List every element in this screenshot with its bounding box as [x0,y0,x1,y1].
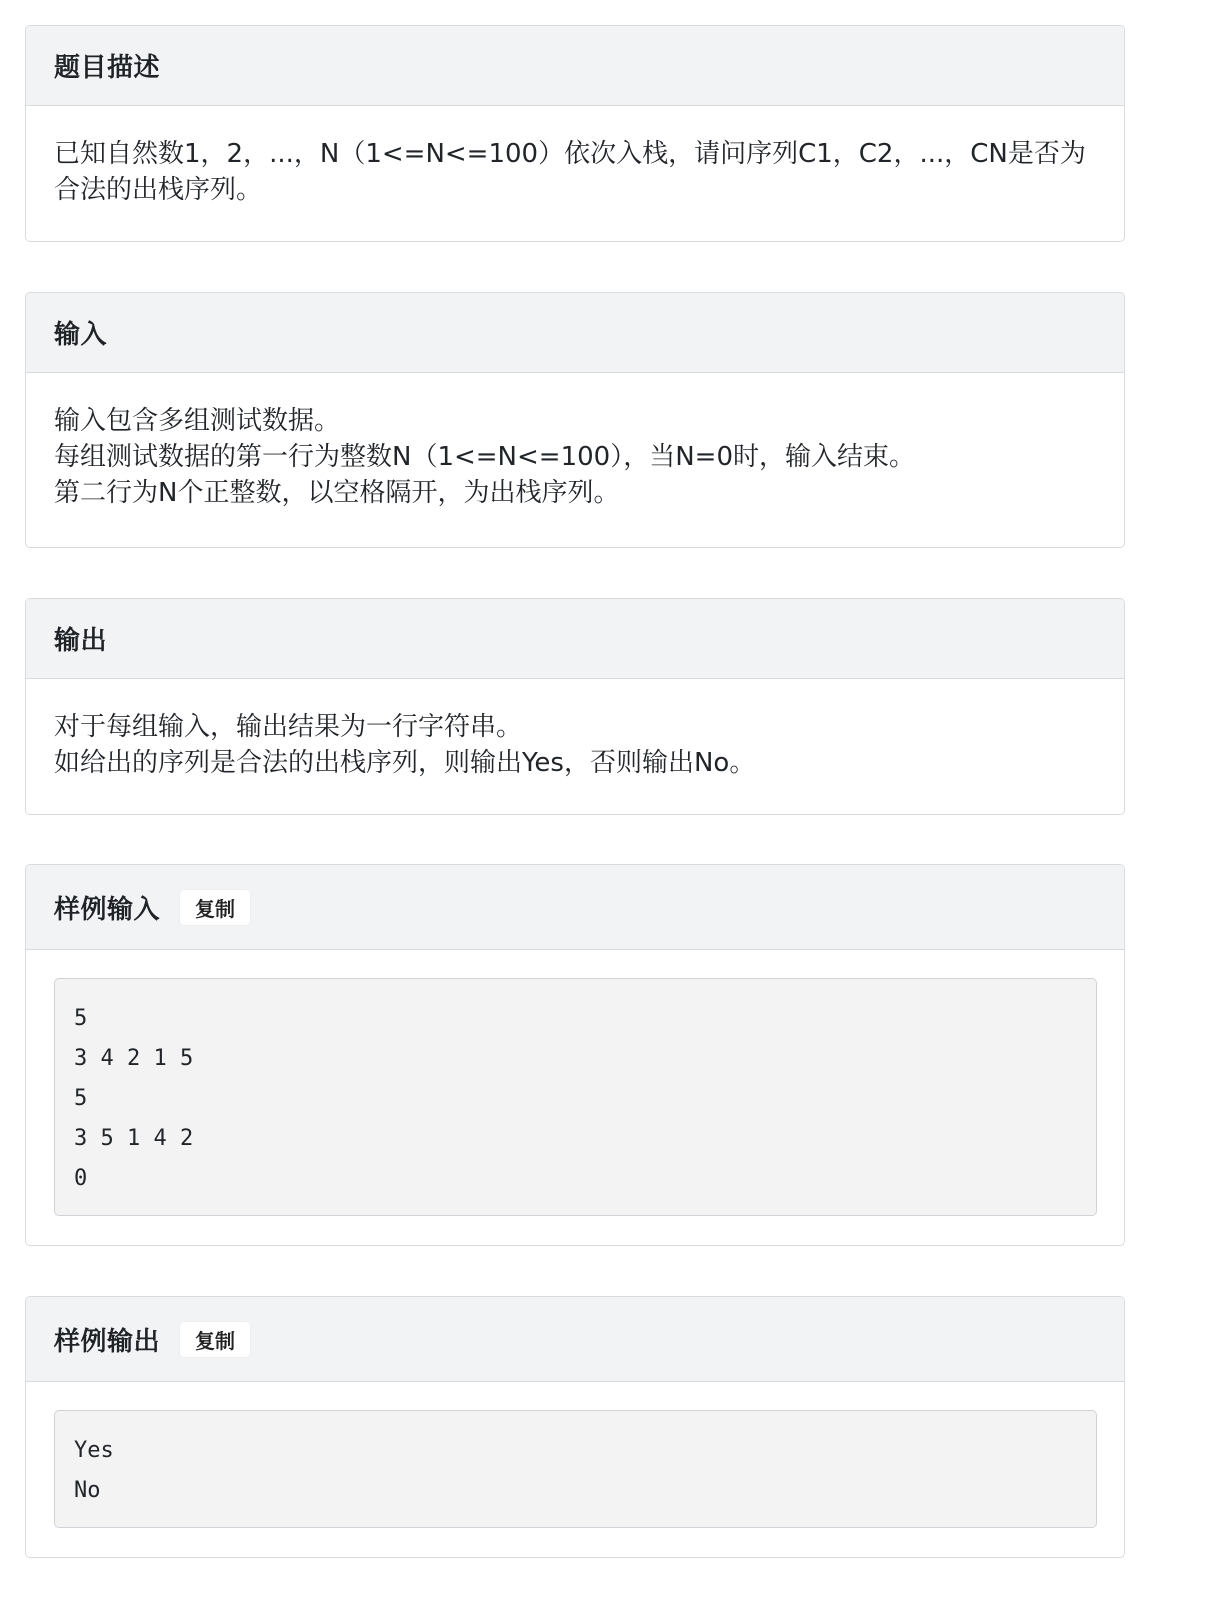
sample-output-code [54,1410,1097,1528]
sample-output-header [26,1297,1124,1382]
description-line: 合法的出栈序列。 [54,175,263,205]
sample-input-line: 5 [74,1086,88,1111]
description-line: 已知自然数1，2，...，N（1<=N<=100）依次入栈，请问序列C1，C2，...，CN是否为 [54,139,1086,169]
sample-input-title: 样例输入 [54,894,161,925]
sample-input-line: 5 [74,1006,88,1031]
input-line: 第二行为N个正整数，以空格隔开，为出栈序列。 [54,478,620,508]
input-title: 输入 [54,320,108,350]
output-header [26,599,1124,679]
output-card [25,598,1125,815]
sample-output-line: Yes [74,1438,114,1463]
output-line: 如给出的序列是合法的出栈序列，则输出Yes，否则输出No。 [54,748,756,778]
sample-input-line: 3 5 1 4 2 [74,1126,194,1151]
description-card [25,25,1125,242]
sample-input-card [25,864,1125,1246]
sample-input-line: 0 [74,1166,88,1191]
copy-sample-output-button[interactable]: 复制 [180,1322,250,1357]
description-header [26,26,1124,106]
input-body [26,373,1124,511]
sample-output-line: No [74,1478,101,1503]
input-line: 输入包含多组测试数据。 [54,406,341,436]
description-body [26,106,1124,208]
sample-input-line: 3 4 2 1 5 [74,1046,194,1071]
input-header [26,293,1124,373]
output-body [26,679,1124,781]
input-card [25,292,1125,548]
sample-output-card [25,1296,1125,1558]
sample-input-code [54,978,1097,1216]
description-title: 题目描述 [54,53,161,83]
sample-output-title: 样例输出 [54,1326,161,1357]
output-line: 对于每组输入，输出结果为一行字符串。 [54,712,523,742]
copy-sample-input-button[interactable]: 复制 [180,890,250,925]
output-title: 输出 [54,626,108,656]
sample-input-header [26,865,1124,950]
input-line: 每组测试数据的第一行为整数N（1<=N<=100），当N=0时，输入结束。 [54,442,915,472]
